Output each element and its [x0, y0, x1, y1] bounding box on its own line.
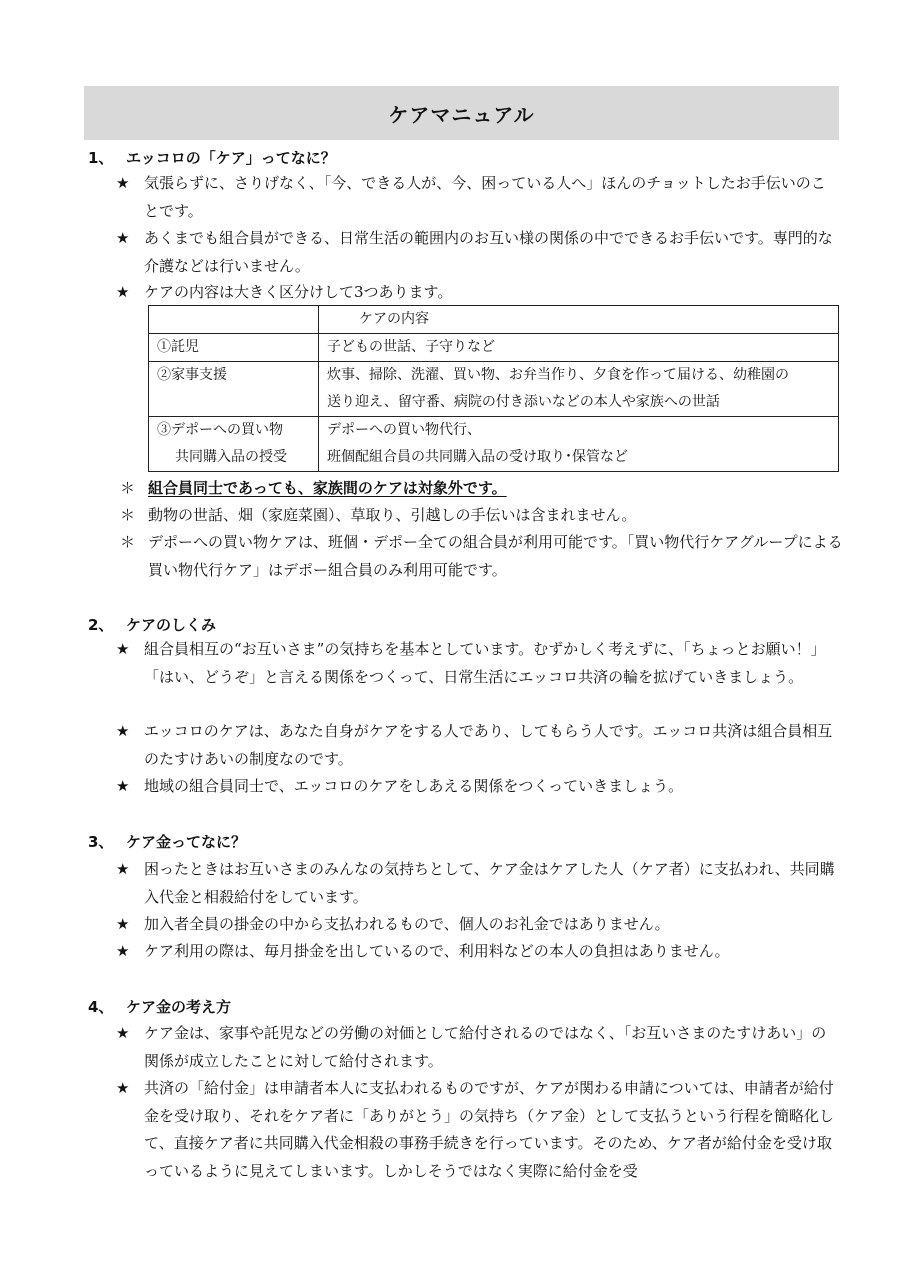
- section-2-heading: 2、 ケアのしくみ: [88, 616, 217, 634]
- table-cell-name: ①託児: [149, 334, 319, 362]
- table-row: [149, 362, 839, 417]
- star-bullet-icon: ★: [116, 942, 130, 960]
- star-bullet-icon: ★: [116, 1079, 130, 1097]
- table-header-cell: ケアの内容: [319, 306, 839, 334]
- section-3-heading: 3、 ケア金ってなに？: [88, 833, 247, 851]
- care-content-table: [148, 305, 839, 472]
- star-bullet-icon: ★: [116, 640, 130, 658]
- table-row: [149, 417, 839, 472]
- star-bullet-icon: ★: [116, 915, 130, 933]
- section-4-item-2: ★ 共済の「給付金」は申請者本人に支払われるものですが、ケアが関わる申請については、申請者が給付金を受け取り、それをケア者に「ありがとう」の気持ち（ケア金）として支払うという行程を簡略化して、直接ケア者に共同購入代金相殺の事務手続きを行っています。そのため、ケア者が給付金を受け取っているように見えてしまいます。しかしそうではなく実際に給付金を受: [116, 1075, 840, 1185]
- star-bullet-icon: ★: [116, 777, 130, 795]
- title-band: [84, 86, 839, 140]
- section-4-item-1: ★ ケア金は、家事や託児などの労働の対価として給付されるのではなく、「お互いさまのたすけあい」の関係が成立したことに対して給付されます。: [116, 1020, 840, 1075]
- section-3-item-1: ★ 困ったときはお互いさまのみんなの気持ちとして、ケア金はケアした人（ケア者）に支払われ、共同購入代金と相殺給付をしています。: [116, 856, 840, 911]
- star-bullet-icon: ★: [116, 174, 130, 192]
- section-2-item-2: ★ エッコロのケアは、あなた自身がケアをする人であり、してもらう人です。エッコロ共済は組合員相互のたすけあいの制度なのです。: [116, 718, 840, 773]
- section-1-note-3: ＊ デポーへの買い物ケアは、班個・デポー全ての組合員が利用可能です。「買い物代行ケアグループによる買い物代行ケア」はデポー組合員のみ利用可能です。: [120, 529, 844, 584]
- section-1-item-1: ★ 気張らずに、さりげなく、「今、できる人が、今、困っている人へ」ほんのチョットしたお手伝いのことです。: [116, 170, 840, 225]
- section-1-item-2: ★ あくまでも組合員ができる、日常生活の範囲内のお互い様の関係の中でできるお手伝いです。専門的な介護などは行いません。: [116, 225, 840, 280]
- table-cell-content: 炊事、掃除、洗濯、買い物、お弁当作り、夕食を作って届ける、幼稚園の 送り迎え、留守番、病院の付き添いなどの本人や家族への世話: [319, 362, 839, 417]
- table-cell-content: 子どもの世話、子守りなど: [319, 334, 839, 362]
- star-bullet-icon: ★: [116, 722, 130, 740]
- section-2-item-1: ★ 組合員相互の“お互いさま”の気持ちを基本としています。むずかしく考えずに、「ちょっとお願い！」「はい、どうぞ」と言える関係をつくって、日常生活にエッコロ共済の輪を拡げていきましょう。: [116, 636, 840, 691]
- asterisk-bullet-icon: ＊: [120, 506, 136, 524]
- table-header-row: [149, 306, 839, 334]
- section-1-item-3: ★ ケアの内容は大きく区分けして3つあります。: [116, 279, 840, 307]
- star-bullet-icon: ★: [116, 229, 130, 247]
- section-1-note-2: ＊ 動物の世話、畑（家庭菜園）、草取り、引越しの手伝いは含まれません。: [120, 502, 844, 530]
- star-bullet-icon: ★: [116, 283, 130, 301]
- section-4-heading: 4、 ケア金の考え方: [88, 998, 232, 1016]
- table-cell-name: ③デポーへの買い物 共同購入品の授受: [149, 417, 319, 472]
- section-2-item-3: ★ 地域の組合員同士で、エッコロのケアをしあえる関係をつくっていきましょう。: [116, 773, 840, 801]
- asterisk-bullet-icon: ＊: [120, 533, 136, 551]
- section-1-note-1: ＊ 組合員同士であっても、家族間のケアは対象外です。: [120, 475, 844, 503]
- star-bullet-icon: ★: [116, 860, 130, 878]
- asterisk-bullet-icon: ＊: [120, 479, 136, 497]
- table-row: [149, 334, 839, 362]
- section-3-item-2: ★ 加入者全員の掛金の中から支払われるもので、個人のお礼金ではありません。: [116, 911, 840, 939]
- page-title: ケアマニュアル: [388, 102, 535, 127]
- section-1-heading: 1、 エッコロの「ケア」ってなに？: [88, 149, 336, 167]
- section-3-item-3: ★ ケア利用の際は、毎月掛金を出しているので、利用料などの本人の負担はありません。: [116, 938, 840, 966]
- table-cell-content: デポーへの買い物代行、 班個配組合員の共同購入品の受け取り･保管など: [319, 417, 839, 472]
- star-bullet-icon: ★: [116, 1024, 130, 1042]
- table-cell-name: ②家事支援: [149, 362, 319, 417]
